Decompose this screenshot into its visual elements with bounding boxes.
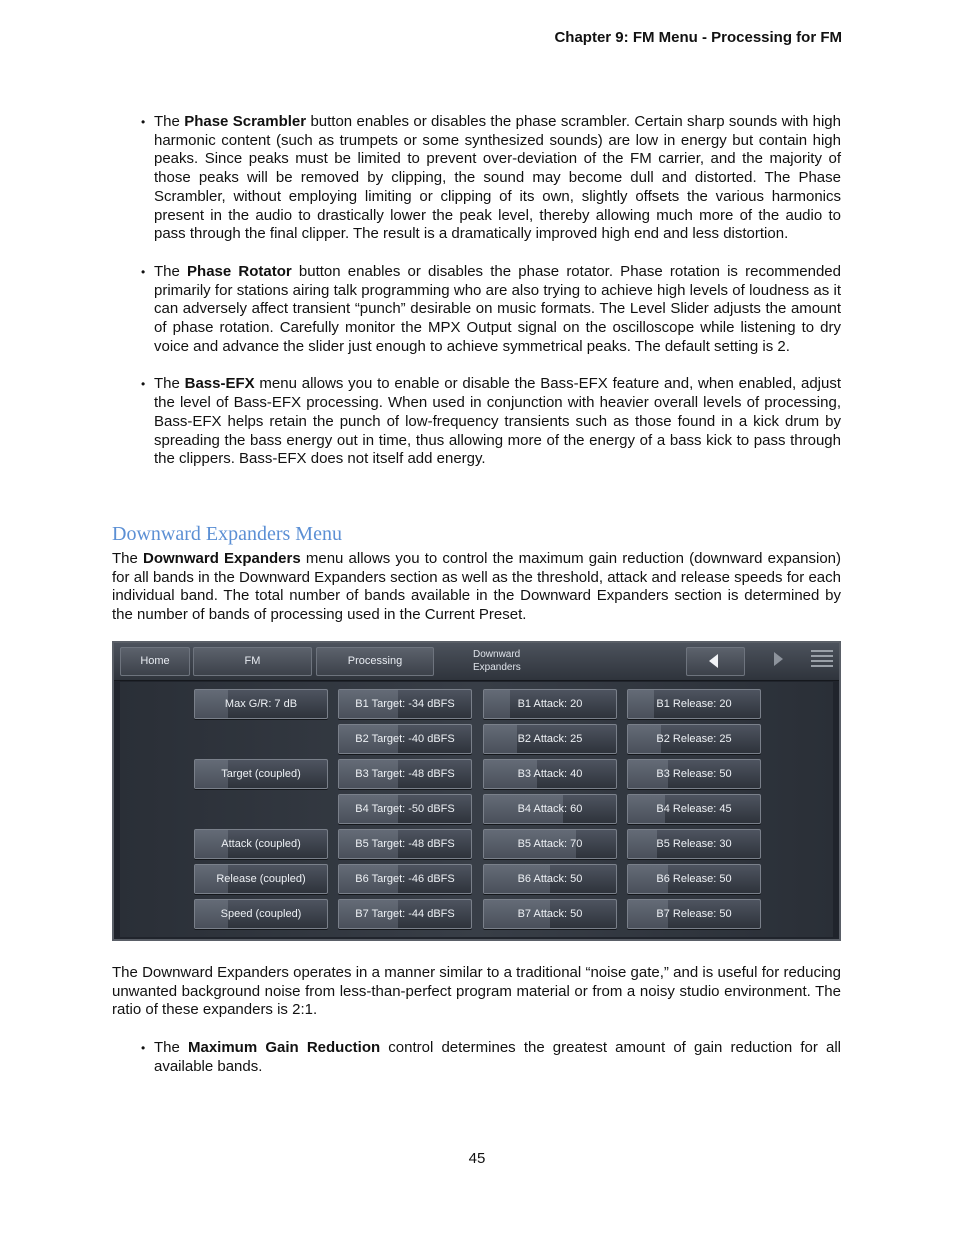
- band-release-slider[interactable]: [627, 689, 761, 719]
- band-attack-slider[interactable]: [483, 899, 617, 929]
- expander-controls-grid: [120, 682, 833, 937]
- coupled-control-button[interactable]: [194, 689, 328, 719]
- band-target-slider[interactable]: [338, 864, 472, 894]
- bullet-text: button enables or disables the phase scrambler. Certain sharp sounds with high harmonic content (such as trumpets or some synthesized sounds) are low in energy but contain high peaks. Since peaks must be limited to prevent over-deviation of the FM carrier, and the majority of those peaks will be removed by clipping, the sound may become dull and distorted. The Phase Scrambler, without employing limiting or clipping of its own, slightly offsets the various harmonics present in the audio to drastically lower the peak level, thereby allowing much more of the audio to pass through the final clipper. The result is a dramatically improved high end and less distortion.: [154, 113, 841, 243]
- control-label: B5 Target: -48 dBFS: [355, 838, 455, 850]
- bullet-bold-term: Bass-EFX: [184, 375, 255, 393]
- band-attack-slider[interactable]: [483, 724, 617, 754]
- coupled-control-button[interactable]: [194, 759, 328, 789]
- control-label: Speed (coupled): [220, 908, 302, 920]
- intro-text: The: [112, 550, 144, 567]
- control-label: Release (coupled): [216, 873, 306, 885]
- bullet-bass-efx: [112, 375, 841, 469]
- level-fill: [628, 690, 654, 718]
- band-attack-slider[interactable]: [483, 864, 617, 894]
- coupled-control-button[interactable]: [194, 829, 328, 859]
- breadcrumb: [473, 648, 521, 674]
- band-target-slider[interactable]: [338, 724, 472, 754]
- band-release-slider[interactable]: [627, 864, 761, 894]
- control-label: B2 Release: 25: [656, 733, 732, 745]
- level-fill: [195, 690, 228, 718]
- coupled-control-button[interactable]: [194, 899, 328, 929]
- control-label: B3 Release: 50: [656, 768, 732, 780]
- control-label: B4 Target: -50 dBFS: [355, 803, 455, 815]
- band-target-slider[interactable]: [338, 899, 472, 929]
- top-nav-bar: [114, 643, 839, 681]
- bullet-text: button enables or disables the phase rotator. Phase rotation is recommended primarily for stations airing talk programming who are also trying to achieve high levels of loudness as it can adversely affect transient “punch” desirable on music formats. The Level Slider adjusts the amount of phase rotation. Carefully monitor the MPX Output signal on the oscilloscope while listening to dry voice and advance the slider just enough to achieve symmetrical peaks. The default setting is 2.: [154, 262, 841, 355]
- band-attack-slider[interactable]: [483, 794, 617, 824]
- band-release-slider[interactable]: [627, 724, 761, 754]
- bullet-text: The: [154, 113, 185, 130]
- control-label: B1 Target: -34 dBFS: [355, 698, 455, 710]
- control-label: B5 Attack: 70: [517, 838, 583, 850]
- band-target-slider[interactable]: [338, 794, 472, 824]
- bullet-max-gain-reduction: [112, 1039, 841, 1076]
- control-label: Attack (coupled): [221, 838, 301, 850]
- control-label: Max G/R: 7 dB: [224, 698, 298, 710]
- expanders-paragraph: The Downward Expanders operates in a manner similar to a traditional “noise gate,” and is useful for reducing unwanted background noise from less-than-perfect program material or from a noisy studio environment. The ratio of these expanders is 2:1.: [112, 964, 841, 1019]
- bullet-bold-term: Phase Scrambler: [184, 113, 307, 130]
- back-button[interactable]: [686, 647, 745, 676]
- band-release-slider[interactable]: [627, 899, 761, 929]
- control-label: Target (coupled): [221, 768, 301, 780]
- breadcrumb-line: Downward: [473, 649, 521, 660]
- arrow-left-icon: [709, 654, 718, 668]
- nav-fm-button[interactable]: FM: [193, 647, 312, 676]
- band-release-slider[interactable]: [627, 759, 761, 789]
- level-fill: [484, 690, 510, 718]
- nav-home-button[interactable]: Home: [120, 647, 190, 676]
- control-label: B1 Attack: 20: [517, 698, 583, 710]
- band-target-slider[interactable]: [338, 759, 472, 789]
- band-release-slider[interactable]: [627, 829, 761, 859]
- bullet-phase-scrambler: [112, 113, 841, 244]
- control-label: B6 Attack: 50: [517, 873, 583, 885]
- control-label: B7 Attack: 50: [517, 908, 583, 920]
- control-label: B3 Target: -48 dBFS: [355, 768, 455, 780]
- bullet-text: The: [154, 1039, 188, 1056]
- band-attack-slider[interactable]: [483, 759, 617, 789]
- bullet-phase-rotator: [112, 263, 841, 357]
- bullet-list-top: [112, 113, 841, 469]
- control-label: B5 Release: 30: [656, 838, 732, 850]
- section-intro: [112, 550, 841, 625]
- band-release-slider[interactable]: [627, 794, 761, 824]
- intro-text: menu allows you to control the maximum gain reduction (downward expansion) for all bands in the Downward Expanders section as well as the threshold, attack and release speeds for each individual band. The total number of bands available in the Downward Expanders section is determined by the number of bands of processing used in the Current Preset.: [112, 550, 842, 624]
- control-label: B6 Target: -46 dBFS: [355, 873, 455, 885]
- control-label: B7 Target: -44 dBFS: [355, 908, 455, 920]
- level-fill: [484, 725, 517, 753]
- band-target-slider[interactable]: [338, 829, 472, 859]
- bullet-list-bottom: [112, 1039, 841, 1076]
- bullet-text: The: [154, 375, 185, 393]
- bullet-text: The: [154, 262, 188, 280]
- nav-processing-button[interactable]: Processing: [316, 647, 434, 676]
- arrow-right-icon[interactable]: [774, 652, 783, 666]
- section-title: Downward Expanders Menu: [112, 523, 342, 545]
- bullet-bold-term: Phase Rotator: [187, 262, 292, 280]
- band-attack-slider[interactable]: [483, 829, 617, 859]
- band-target-slider[interactable]: [338, 689, 472, 719]
- intro-bold-term: Downward Expanders: [143, 550, 301, 567]
- menu-icon[interactable]: [811, 650, 833, 672]
- control-label: B3 Attack: 40: [517, 768, 583, 780]
- bullet-text: control determines the greatest amount of gain reduction for all available bands.: [154, 1039, 841, 1075]
- control-label: B4 Attack: 60: [517, 803, 583, 815]
- bullet-text: menu allows you to enable or disable the Bass-EFX feature and, when enabled, adjust the level of Bass-EFX processing. When used in conjunction with heavier overall levels of processing, Bass-EFX helps retain the punch of low-frequency transients such as those found in a kick drum by spreading the bass energy out in time, thus allowing more of the energy of a bass kick to pass through the clippers. Bass-EFX does not itself add energy.: [154, 375, 842, 468]
- control-label: B6 Release: 50: [656, 873, 732, 885]
- level-fill: [628, 830, 657, 858]
- control-label: B7 Release: 50: [656, 908, 732, 920]
- band-attack-slider[interactable]: [483, 689, 617, 719]
- control-label: B1 Release: 20: [656, 698, 732, 710]
- chapter-header: Chapter 9: FM Menu - Processing for FM: [554, 29, 842, 46]
- control-label: B4 Release: 45: [656, 803, 732, 815]
- coupled-control-button[interactable]: [194, 864, 328, 894]
- control-label: B2 Target: -40 dBFS: [355, 733, 455, 745]
- control-label: B2 Attack: 25: [517, 733, 583, 745]
- breadcrumb-line: Expanders: [473, 662, 521, 673]
- downward-expanders-screenshot: [112, 641, 841, 941]
- bullet-bold-term: Maximum Gain Reduction: [188, 1039, 381, 1056]
- page-number: 45: [468, 1150, 486, 1167]
